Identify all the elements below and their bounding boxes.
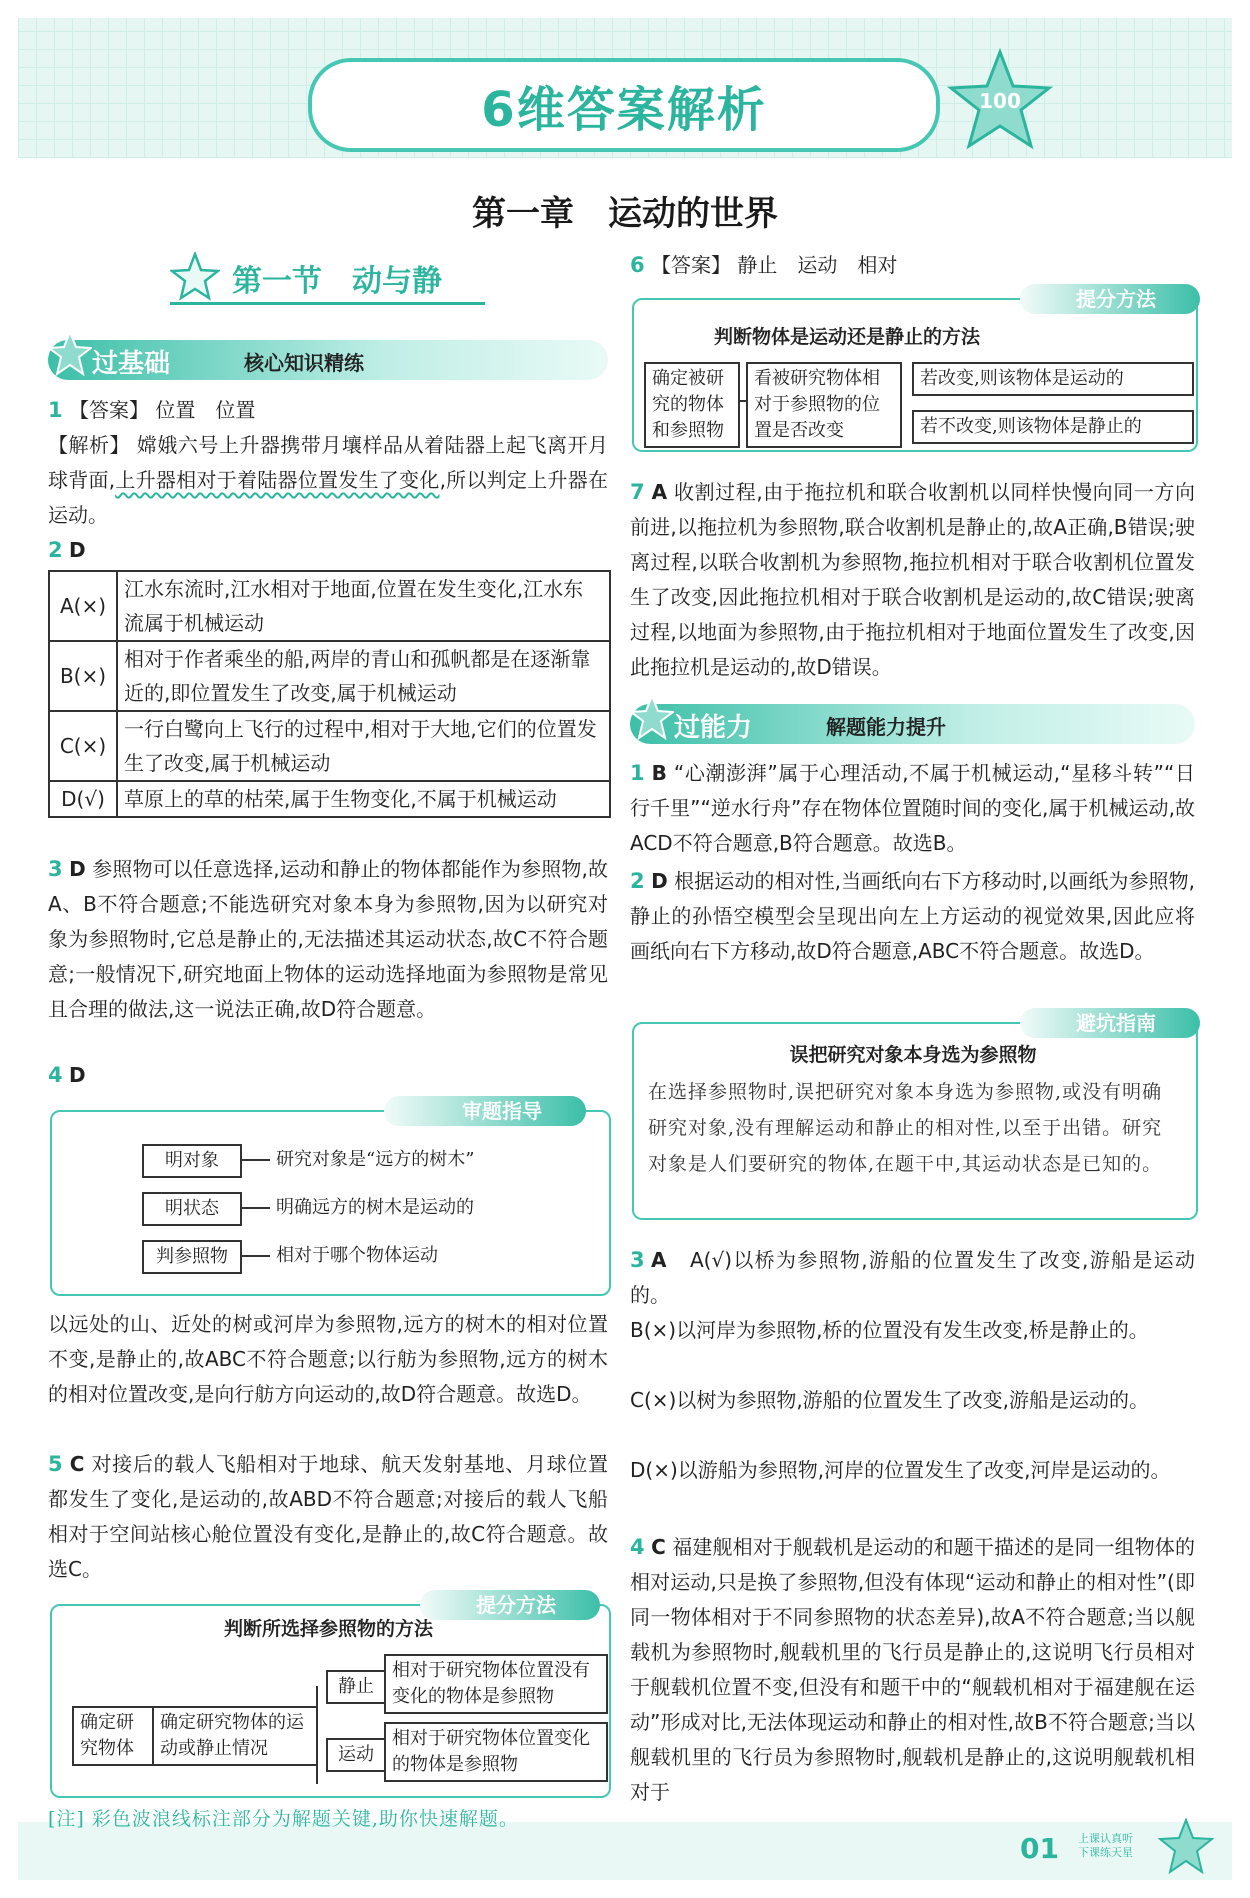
a2-block: [630, 864, 1195, 969]
svg-text:100: 100: [979, 89, 1021, 113]
a3-line-d: D(×)以游船为参照物,河岸的位置发生了改变,河岸是运动的。: [630, 1458, 1171, 1482]
q4-explanation: 以远处的山、近处的树或河岸为参照物,远方的树木的相对位置不变,是静止的,故ABC不符合题意;以行舫为参照物,远方的树木的相对位置改变,是向行舫方向运动的,故D符合题意。故选D。: [48, 1312, 608, 1406]
q7-block: [630, 475, 1195, 685]
a2-answer-text: D: [651, 869, 668, 893]
option-text: 江水东流时,江水相对于地面,位置在发生变化,江水东流属于机械运动: [117, 571, 610, 641]
q1-answer: [48, 393, 608, 428]
option-key: B(×): [49, 641, 117, 711]
option-text: 草原上的草的枯荣,属于生物变化,不属于机械运动: [117, 781, 610, 817]
page-number: 01: [1020, 1832, 1059, 1865]
basic-tag: 过基础: [92, 349, 171, 379]
method-step-a-right: 确定被研究的物体和参照物: [644, 362, 740, 448]
star-mascot-icon: [1158, 1818, 1214, 1878]
a2-explanation: 根据运动的相对性,当画纸向右下方移动时,以画纸为参照物,静止的孙悟空模型会呈现出向左上方运动的视觉效果,因此应将画纸向右下方移动,故D符合题意,ABC不符合题意。故选D。: [630, 869, 1196, 963]
chapter-title: 第一章 运动的世界: [472, 194, 778, 234]
q1-number: 1: [48, 398, 63, 422]
ability-section-bar: [630, 704, 1195, 744]
a2-number: 2: [630, 869, 645, 893]
q6-answer-text: 【答案】 静止 运动 相对: [650, 253, 898, 277]
footer-note: [注] 彩色波浪线标注部分为解题关键,助你快速解题。: [48, 1808, 519, 1830]
q5-explanation: 对接后的载人飞船相对于地球、航天发射基地、月球位置都发生了变化,是运动的,故ABD不符合题意;对接后的载人飞船相对于空间站核心舱位置没有变化,是静止的,故C符合题意。故选C。: [48, 1452, 609, 1581]
star-mascot-icon: [630, 694, 674, 744]
q4-answer-text: D: [68, 1063, 86, 1087]
option-key: C(×): [49, 711, 117, 781]
option-text: 一行白鹭向上飞行的过程中,相对于大地,它们的位置发生了改变,属于机械运动: [117, 711, 610, 781]
ability-subtitle: 解题能力提升: [826, 715, 946, 739]
method-tag-right: 提分方法: [1020, 284, 1200, 314]
method-step-b-right: 看被研究物体相对于参照物的位置是否改变: [746, 362, 902, 448]
q5-block: [48, 1447, 608, 1587]
q5-number: 5: [48, 1452, 63, 1476]
a3-answer-text: A: [650, 1248, 667, 1272]
method-step-a: 确定研究物体: [72, 1706, 156, 1766]
q1-exp-key: 上升器相对于着陆器位置发生了变化: [115, 468, 440, 492]
a3-number: 3: [630, 1248, 645, 1272]
q1-exp-part-a: 【解析】 嫦娥六号上升器携带月壤样品从着陆器上起飞离开月球背面,: [48, 433, 608, 492]
arrow-line: [240, 1255, 270, 1257]
table-row: [49, 711, 610, 781]
review-guide-tag: 审题指导: [384, 1096, 586, 1126]
slogan-line-2: 下课练天星: [1078, 1846, 1133, 1859]
section-title-text: 第一节 动与静: [232, 264, 442, 299]
table-row: [49, 781, 610, 817]
review-key-3: 判参照物: [142, 1240, 242, 1274]
pitfall-title: 误把研究对象本身选为参照物: [789, 1044, 1037, 1066]
pitfall-tag: 避坑指南: [1020, 1008, 1200, 1038]
slogan-line-1: 上课认真听: [1078, 1832, 1133, 1845]
a3-line-b: B(×)以河岸为参照物,桥的位置没有发生改变,桥是静止的。: [630, 1318, 1149, 1342]
table-row: [49, 571, 610, 641]
a4-answer-text: C: [651, 1535, 666, 1559]
method-branch-moving: 运动: [326, 1738, 386, 1772]
a3-line-a: A(√)以桥为参照物,游船的位置发生了改变,游船是运动的。: [630, 1248, 1195, 1307]
q7-explanation: 收割过程,由于拖拉机和联合收割机以同样快慢向同一方向前进,以拖拉机为参照物,联合收割机是静止的,故A正确,B错误;驶离过程,以联合收割机为参照物,拖拉机相对于联合收割机位置发生了改变,因此拖拉机相对于联合收割机是运动的,故C错误;驶离过程,以地面为参照物,由于拖拉机相对于地面位置发生了改变,因此拖拉机是运动的,故D错误。: [630, 480, 1196, 679]
connector-line: [316, 1686, 318, 1784]
q5-answer-text: C: [69, 1452, 85, 1476]
review-value-1: 研究对象是“远方的树木”: [276, 1149, 475, 1170]
table-row: [49, 641, 610, 711]
section-title: [170, 256, 485, 305]
a4-number: 4: [630, 1535, 645, 1559]
q2-answer: [48, 533, 608, 568]
pitfall-text: 在选择参照物时,误把研究对象本身选为参照物,或没有明确研究对象,没有理解运动和静止的相对性,以至于出错。研究对象是人们要研究的物体,在题干中,其运动状态是已知的。: [648, 1081, 1163, 1175]
q2-number: 2: [48, 538, 63, 562]
q3-answer-text: D: [69, 857, 86, 881]
a1-number: 1: [630, 761, 645, 785]
basic-section-bar: [48, 340, 608, 380]
star-mascot-icon: [48, 330, 92, 380]
method-result-2: 相对于研究物体位置变化的物体是参照物: [384, 1722, 608, 1782]
a1-answer-text: B: [651, 761, 667, 785]
q1-explanation: [48, 428, 608, 533]
method-title-right: 判断物体是运动还是静止的方法: [713, 326, 980, 348]
option-key: D(√): [49, 781, 117, 817]
star-icon: [170, 252, 220, 302]
basic-subtitle: 核心知识精练: [244, 351, 364, 375]
star-mascot-icon: [945, 48, 1055, 158]
a3-line-c: C(×)以树为参照物,游船的位置发生了改变,游船是运动的。: [630, 1388, 1150, 1412]
option-text: 相对于作者乘坐的船,两岸的青山和孤帆都是在逐渐靠近的,即位置发生了改变,属于机械运动: [117, 641, 610, 711]
method-title-left: 判断所选择参照物的方法: [223, 1618, 433, 1640]
review-value-3: 相对于哪个物体运动: [276, 1245, 438, 1266]
arrow-line: [240, 1159, 270, 1161]
q7-answer-text: A: [651, 480, 668, 504]
q3-block: [48, 852, 608, 1027]
header-title-pill: [308, 58, 940, 152]
method-tag-left: 提分方法: [420, 1590, 600, 1620]
q3-explanation: 参照物可以任意选择,运动和静止的物体都能作为参照物,故A、B不符合题意;不能选研究对象本身为参照物,因为以研究对象为参照物时,它总是静止的,无法描述其运动状态,故C不符合题意;一般情况下,研究地面上物体的运动选择地面为参照物是常见且合理的做法,这一说法正确,故D符合题意。: [48, 857, 609, 1021]
method-result-2-right: 若不改变,则该物体是静止的: [912, 410, 1194, 444]
q6-number: 6: [630, 253, 645, 277]
header-title: 6维答案解析: [481, 81, 767, 138]
a4-explanation: 福建舰相对于舰载机是运动的和题干描述的是同一组物体的相对运动,只是换了参照物,但没有体现“运动和静止的相对性”(即同一物体相对于不同参照物的状态差异),故A不符合题意;当以舰载机为参照物时,舰载机里的飞行员是静止的,这说明飞行员相对于舰载机位置不变,但没有和题干中的“舰载机相对于福建舰在运动”形成对比,无法体现运动和静止的相对性,故B不符合题意;当以舰载机里的飞行员为参照物时,舰载机是静止的,这说明舰载机相对于: [630, 1535, 1195, 1804]
review-key-1: 明对象: [142, 1144, 242, 1178]
method-branch-static: 静止: [326, 1670, 386, 1704]
method-step-b: 确定研究物体的运动或静止情况: [152, 1706, 318, 1766]
q1-answer-text: 【答案】 位置 位置: [68, 398, 256, 422]
a1-explanation: “心潮澎湃”属于心理活动,不属于机械运动,“星移斗转”“日行千里”“逆水行舟”存在物体位置随时间的变化,属于机械运动,故ACD不符合题意,B符合题意。故选B。: [630, 761, 1195, 855]
q7-number: 7: [630, 480, 645, 504]
method-result-1: 相对于研究物体位置没有变化的物体是参照物: [384, 1654, 608, 1714]
q6-answer: [630, 248, 1195, 283]
a4-block: [630, 1530, 1195, 1806]
q4-number: 4: [48, 1063, 63, 1087]
q2-answer-text: D: [68, 538, 86, 562]
review-value-2: 明确远方的树木是运动的: [276, 1197, 474, 1218]
q2-option-table: [48, 570, 611, 818]
option-key: A(×): [49, 571, 117, 641]
q4-answer: [48, 1058, 608, 1093]
review-key-2: 明状态: [142, 1192, 242, 1226]
a1-block: [630, 756, 1195, 861]
arrow-line: [240, 1207, 270, 1209]
q1-exp-part-b: ,所以判定上升器在运动。: [48, 468, 609, 527]
ability-tag: 过能力: [674, 713, 753, 743]
connector-line: [900, 376, 902, 428]
q3-number: 3: [48, 857, 63, 881]
method-result-1-right: 若改变,则该物体是运动的: [912, 362, 1194, 396]
footer-slogan: [1078, 1832, 1133, 1860]
